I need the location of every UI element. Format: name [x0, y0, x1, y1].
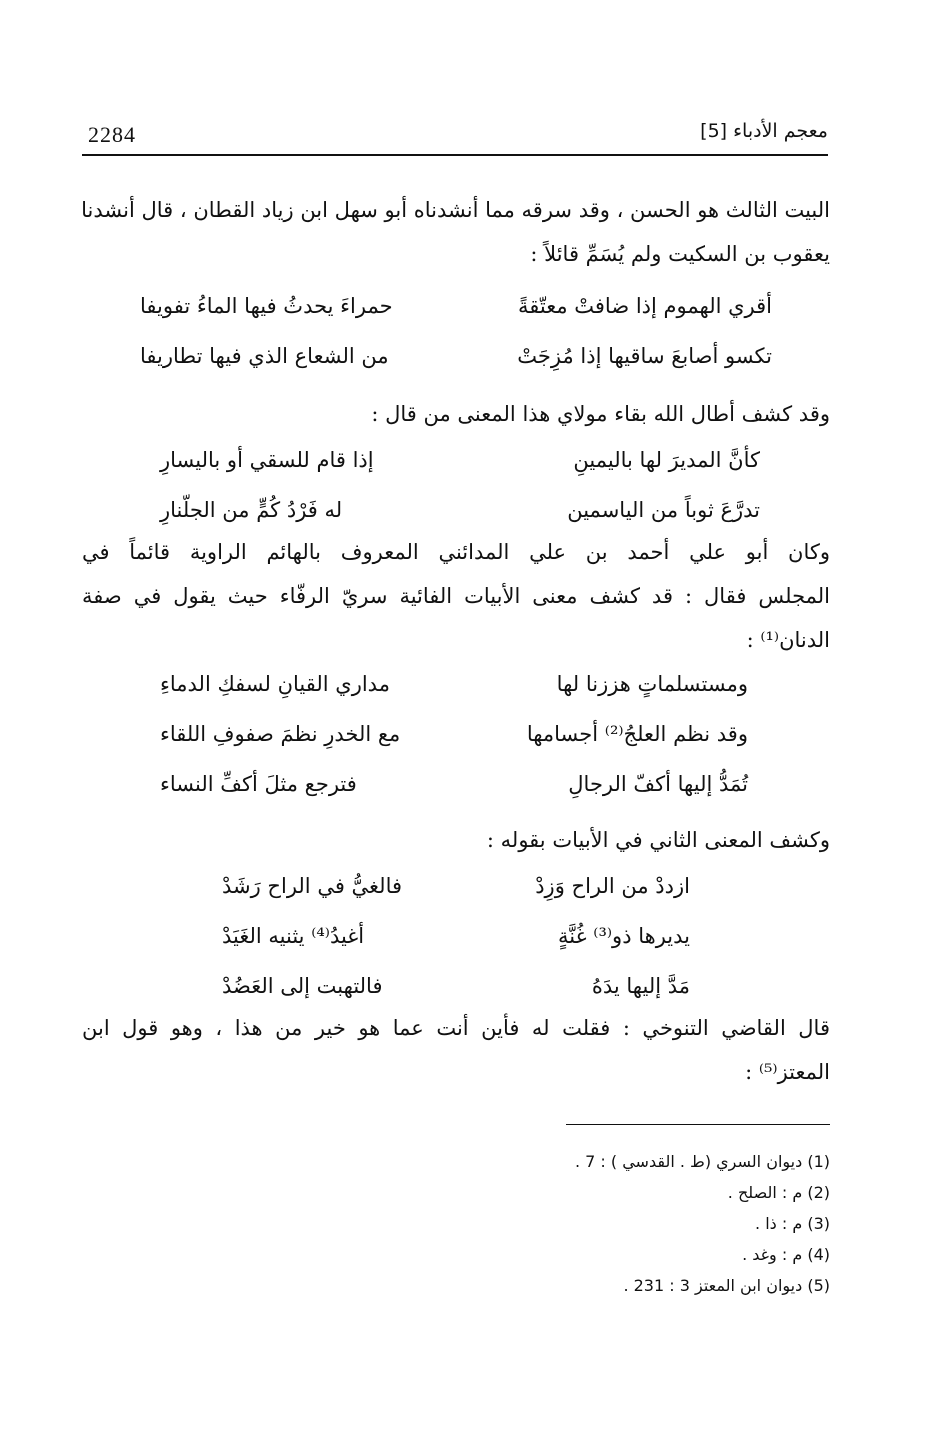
page-header	[82, 118, 828, 156]
text-line: البيت الثالث هو الحسن ، وقد سرقه مما أنشدناه أبو سهل ابن زياد القطان ، قال أنشدنا	[81, 198, 830, 222]
verse-first-hemistich: يديرها ذو⁽³⁾ غُنَّةٍ	[558, 924, 690, 948]
text-line: قال القاضي التنوخي : فقلت له فأين أنت عما هو خير من هذا ، وهو قول ابن	[82, 1016, 830, 1040]
footnote: (2) م : الصلح .	[727, 1183, 830, 1202]
verse-couplet	[160, 436, 760, 486]
verse-second-hemistich: مع الخدرِ نظمَ صفوفِ اللقاء	[160, 722, 401, 746]
verse-first-hemistich: ومستسلماتٍ هززنا لها	[556, 672, 748, 696]
verse-second-hemistich: حمراءَ يحدثُ فيها الماءُ تفويفا	[140, 294, 393, 318]
paragraph	[82, 392, 830, 436]
verse-couplet	[160, 760, 748, 810]
text-line: المجلس فقال : قد كشف معنى الأبيات الفائية سريّ الرفّاء حيث يقول في صفة	[82, 584, 830, 608]
paragraph	[82, 1006, 830, 1094]
verse-couplet	[222, 862, 690, 912]
verse-couplet	[140, 332, 772, 382]
verse-couplet	[160, 660, 748, 710]
verse-second-hemistich: له فَرْدُ كُمٍّ من الجلّنارِ	[160, 498, 343, 522]
poem	[160, 436, 760, 536]
text-line: وكان أبو علي أحمد بن علي المدائني المعروف بالهائم الراوية قائماً في	[82, 540, 830, 564]
verse-first-hemistich: تُمَدُّ إليها أكفّ الرجالِ	[568, 772, 748, 796]
verse-couplet	[160, 486, 760, 536]
text-line: وكشف المعنى الثاني في الأبيات بقوله :	[486, 828, 830, 852]
verse-second-hemistich: إذا قام للسقي أو باليسارِ	[160, 448, 374, 472]
text-line: الدنان⁽¹⁾ :	[746, 628, 830, 652]
text-line: يعقوب بن السكيت ولم يُسَمِّ قائلاً :	[530, 242, 830, 266]
footnote: (4) م : وغد .	[742, 1245, 830, 1264]
verse-first-hemistich: وقد نظم العلجُ⁽²⁾ أجسامها	[526, 722, 748, 746]
poem	[222, 862, 690, 1012]
poem	[140, 282, 772, 382]
verse-first-hemistich: أقري الهموم إذا ضافتْ معتّقةً	[517, 294, 772, 318]
footnote-separator	[566, 1124, 830, 1125]
page-number: 2284	[88, 122, 136, 147]
text-line: المعتز⁽⁵⁾ :	[745, 1060, 830, 1084]
verse-couplet	[140, 282, 772, 332]
paragraph	[82, 530, 830, 662]
footnote: (5) ديوان ابن المعتز 3 : 231 .	[623, 1276, 830, 1295]
paragraph	[82, 818, 830, 862]
verse-second-hemistich: فالتهبت إلى العَضُدْ	[222, 974, 383, 998]
paragraph	[82, 188, 830, 276]
verse-second-hemistich: مداري القيانِ لسفكِ الدماءِ	[160, 672, 390, 696]
footnote: (3) م : ذا .	[755, 1214, 830, 1233]
poem	[160, 660, 748, 810]
verse-couplet	[222, 912, 690, 962]
verse-second-hemistich: من الشعاع الذي فيها تطاريفا	[140, 344, 389, 368]
verse-first-hemistich: ازددْ من الراح وَزِدْ	[535, 874, 690, 898]
text-line: وقد كشف أطال الله بقاء مولاي هذا المعنى من قال :	[371, 402, 830, 426]
verse-first-hemistich: تكسو أصابعَ ساقيها إذا مُزِجَتْ	[517, 344, 772, 368]
verse-couplet	[222, 962, 690, 1012]
verse-couplet	[160, 710, 748, 760]
verse-second-hemistich: فالغيُّ في الراح رَشَدْ	[222, 874, 403, 898]
verse-first-hemistich: تدرَّعَ ثوباً من الياسمين	[567, 498, 760, 522]
running-title: معجم الأدباء [5]	[700, 120, 828, 142]
verse-second-hemistich: أغيدُ⁽⁴⁾ يثنيه الغَيَدْ	[222, 924, 365, 948]
verse-second-hemistich: فترجع مثلَ أكفِّ النساء	[160, 772, 357, 796]
footnote: (1) ديوان السري (ط . القدسي ) : 7 .	[574, 1152, 830, 1171]
verse-first-hemistich: كأنَّ المديرَ لها باليمينِ	[573, 448, 760, 472]
verse-first-hemistich: مَدَّ إليها يدَهُ	[591, 974, 690, 998]
footnotes	[575, 1146, 830, 1301]
